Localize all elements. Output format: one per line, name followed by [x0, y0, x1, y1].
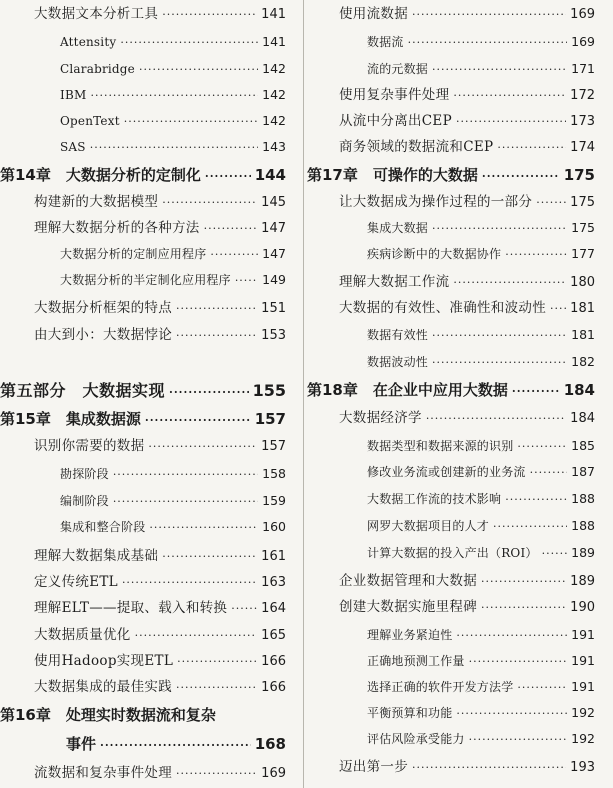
- toc-entry-title: 大数据质量优化: [34, 627, 131, 643]
- toc-entry-title: 迈出第一步: [339, 759, 408, 775]
- dot-leader: [176, 682, 257, 693]
- dot-leader: [235, 275, 258, 286]
- toc-entry-page-number: 165: [261, 628, 286, 643]
- toc-entry-title: 数据流: [367, 35, 404, 49]
- toc-entry[interactable]: [60, 141, 286, 154]
- toc-entry-page-number: 181: [571, 327, 595, 342]
- toc-entry-page-number: 151: [261, 301, 286, 316]
- toc-entry-page-number: 190: [570, 600, 595, 615]
- toc-entry-page-number: 184: [563, 381, 595, 399]
- dot-leader: [139, 64, 258, 75]
- toc-entry[interactable]: [34, 655, 286, 669]
- toc-entry[interactable]: [339, 412, 595, 426]
- toc-entry-page-number: 157: [261, 439, 286, 454]
- toc-entry-title: 第五部分 大数据实现: [0, 381, 166, 400]
- toc-entry-page-number: 192: [571, 731, 595, 746]
- toc-entry-title: 第18章 在企业中应用大数据: [307, 381, 508, 399]
- dot-leader: [469, 656, 568, 667]
- toc-entry-title: 大数据分析框架的特点: [34, 300, 172, 316]
- toc-entry[interactable]: [34, 550, 286, 564]
- dot-leader: [426, 413, 566, 424]
- toc-entry[interactable]: [34, 8, 286, 22]
- dot-leader: [124, 116, 258, 127]
- toc-entry-page-number: 147: [261, 221, 286, 236]
- toc-entry[interactable]: [34, 629, 286, 643]
- toc-entry[interactable]: [60, 248, 286, 261]
- toc-entry[interactable]: [60, 36, 286, 49]
- toc-entry-page-number: 192: [571, 705, 595, 720]
- toc-entry[interactable]: [34, 196, 286, 210]
- dot-leader: [530, 467, 568, 478]
- toc-entry-title: 第15章 集成数据源: [0, 410, 141, 428]
- toc-entry-page-number: 142: [262, 87, 286, 102]
- dot-leader: [210, 249, 258, 260]
- toc-entry[interactable]: [339, 302, 595, 316]
- dot-leader: [432, 223, 567, 234]
- toc-entry[interactable]: [339, 761, 595, 775]
- toc-entry-page-number: 166: [261, 654, 286, 669]
- dot-leader: [536, 197, 566, 208]
- toc-entry-page-number: 168: [254, 735, 286, 753]
- dot-leader: [550, 303, 566, 314]
- toc-entry-title: 企业数据管理和大数据: [339, 573, 477, 589]
- toc-entry[interactable]: [339, 601, 595, 615]
- dot-leader: [205, 171, 251, 182]
- dot-leader: [505, 249, 567, 260]
- toc-entry-page-number: 175: [571, 220, 595, 235]
- toc-entry-title: 使用Hadoop实现ETL: [34, 653, 174, 669]
- toc-entry-title: 大数据分析的半定制化应用程序: [60, 273, 231, 287]
- toc-entry[interactable]: [339, 115, 595, 129]
- toc-entry-page-number: 188: [571, 491, 595, 506]
- toc-entry[interactable]: [367, 547, 595, 560]
- toc-entry-title: OpenText: [60, 114, 120, 128]
- toc-entry-title: 大数据经济学: [339, 410, 422, 426]
- dot-leader: [432, 357, 567, 368]
- toc-entry-title: 数据类型和数据来源的识别: [367, 439, 514, 453]
- toc-entry-page-number: 191: [571, 627, 595, 642]
- column-divider: [303, 0, 304, 788]
- toc-entry-title: 大数据分析的定制应用程序: [60, 247, 207, 261]
- toc-entry[interactable]: [60, 468, 286, 481]
- dot-leader: [497, 142, 566, 153]
- toc-entry[interactable]: [34, 222, 286, 236]
- toc-entry[interactable]: [34, 576, 286, 590]
- dot-leader: [177, 656, 257, 667]
- dot-leader: [90, 90, 258, 101]
- toc-entry-page-number: 166: [261, 680, 286, 695]
- toc-entry-title: SAS: [60, 140, 86, 154]
- dot-leader: [176, 330, 257, 341]
- toc-entry[interactable]: [367, 655, 595, 668]
- dot-leader: [542, 548, 568, 559]
- toc-entry[interactable]: [34, 440, 286, 454]
- toc-entry-title: 正确地预测工作量: [367, 654, 465, 668]
- toc-entry-title: 使用流数据: [339, 6, 408, 22]
- toc-entry-page-number: 169: [261, 766, 286, 781]
- toc-entry-title: 流数据和复杂事件处理: [34, 765, 172, 781]
- toc-entry[interactable]: [339, 276, 595, 290]
- dot-leader: [90, 142, 258, 153]
- toc-entry-title: 计算大数据的投入产出（ROI）: [367, 546, 538, 560]
- toc-entry-title: 从流中分离出CEP: [339, 113, 452, 129]
- toc-entry-title: 大数据的有效性、准确性和波动性: [339, 300, 546, 316]
- dot-leader: [412, 9, 566, 20]
- toc-entry-page-number: 164: [261, 601, 286, 616]
- toc-entry-page-number: 141: [262, 34, 286, 49]
- dot-leader: [482, 171, 560, 182]
- toc-entry-title: 识别你需要的数据: [34, 438, 145, 454]
- toc-entry-page-number: 144: [254, 166, 286, 184]
- toc-entry[interactable]: [0, 708, 286, 723]
- toc-entry-page-number: 153: [261, 328, 286, 343]
- toc-entry[interactable]: [367, 466, 595, 479]
- dot-leader: [412, 762, 566, 773]
- toc-entry-page-number: 142: [262, 113, 286, 128]
- dot-leader: [432, 64, 567, 75]
- toc-entry[interactable]: [34, 329, 286, 343]
- toc-entry-title: 大数据工作流的技术影响: [367, 492, 502, 506]
- toc-entry[interactable]: [367, 520, 595, 533]
- toc-entry-title: 网罗大数据项目的人才: [367, 519, 490, 533]
- toc-entry-page-number: 161: [261, 549, 286, 564]
- toc-entry-page-number: 169: [571, 34, 595, 49]
- toc-entry[interactable]: [60, 89, 286, 102]
- dot-leader: [481, 602, 566, 613]
- toc-entry[interactable]: [60, 274, 286, 287]
- toc-entry-title: 理解ELT——提取、载入和转换: [34, 600, 228, 616]
- dot-leader: [113, 469, 258, 480]
- toc-entry-title: 平衡预算和功能: [367, 706, 453, 720]
- toc-entry[interactable]: [0, 383, 286, 399]
- toc-entry[interactable]: [34, 767, 286, 781]
- toc-entry-page-number: 177: [571, 246, 595, 261]
- toc-entry-title: 大数据文本分析工具: [34, 6, 159, 22]
- toc-entry-page-number: 147: [262, 246, 286, 261]
- toc-entry-title: 理解大数据集成基础: [34, 548, 159, 564]
- dot-leader: [408, 37, 568, 48]
- toc-entry-page-number: 160: [262, 519, 286, 534]
- toc-entry[interactable]: [60, 63, 286, 76]
- dot-leader: [469, 734, 568, 745]
- dot-leader: [113, 496, 258, 507]
- dot-leader: [145, 415, 251, 426]
- toc-entry-title: 理解业务紧迫性: [367, 628, 453, 642]
- toc-entry-page-number: 141: [261, 7, 286, 22]
- dot-leader: [231, 603, 257, 614]
- toc-entry[interactable]: [339, 575, 595, 589]
- dot-leader: [162, 197, 257, 208]
- toc-entry[interactable]: [367, 440, 595, 453]
- toc-entry-title: 勘探阶段: [60, 467, 109, 481]
- toc-entry[interactable]: [60, 521, 286, 534]
- toc-entry-page-number: 180: [570, 275, 595, 290]
- toc-entry-title: 疾病诊断中的大数据协作: [367, 247, 502, 261]
- toc-entry-page-number: 193: [570, 760, 595, 775]
- dot-leader: [517, 682, 567, 693]
- toc-entry-page-number: 189: [571, 545, 595, 560]
- toc-entry-page-number: 163: [261, 575, 286, 590]
- toc-entry-page-number: 172: [570, 88, 595, 103]
- dot-leader: [149, 522, 258, 533]
- dot-leader: [512, 386, 560, 397]
- toc-entry-title: 事件: [66, 735, 97, 753]
- toc-entry-page-number: 175: [570, 195, 595, 210]
- toc-entry[interactable]: [34, 681, 286, 695]
- toc-entry-page-number: 191: [571, 653, 595, 668]
- toc-entry[interactable]: [367, 629, 595, 642]
- toc-entry[interactable]: [34, 302, 286, 316]
- toc-entry[interactable]: [367, 707, 595, 720]
- dot-leader: [176, 768, 257, 779]
- dot-leader: [135, 630, 258, 641]
- toc-entry-title: 修改业务流或创建新的业务流: [367, 465, 526, 479]
- toc-entry-page-number: 184: [570, 411, 595, 426]
- toc-entry-title: 选择正确的软件开发方法学: [367, 680, 514, 694]
- toc-entry-page-number: 187: [571, 464, 595, 479]
- toc-entry[interactable]: [66, 737, 286, 752]
- toc-entry-title: 由大到小：大数据悖论: [34, 327, 172, 343]
- toc-entry[interactable]: [339, 196, 595, 210]
- toc-entry[interactable]: [367, 733, 595, 746]
- toc-entry-page-number: 171: [571, 61, 595, 76]
- toc-entry-title: 第16章 处理实时数据流和复杂: [0, 706, 216, 724]
- dot-leader: [456, 708, 567, 719]
- toc-entry[interactable]: [60, 115, 286, 128]
- toc-entry-page-number: 173: [570, 114, 595, 129]
- dot-leader: [122, 577, 257, 588]
- dot-leader: [169, 387, 249, 398]
- toc-entry-title: 第14章 大数据分析的定制化: [0, 166, 201, 184]
- toc-entry[interactable]: [34, 602, 286, 616]
- toc-entry[interactable]: [367, 356, 595, 369]
- toc-entry[interactable]: [367, 329, 595, 342]
- dot-leader: [453, 277, 566, 288]
- dot-leader: [456, 116, 566, 127]
- toc-entry-page-number: 145: [261, 195, 286, 210]
- toc-entry[interactable]: [307, 383, 595, 398]
- toc-entry[interactable]: [0, 412, 286, 427]
- toc-entry-page-number: 155: [252, 381, 286, 400]
- toc-entry-title: 大数据集成的最佳实践: [34, 679, 172, 695]
- dot-leader: [493, 521, 567, 532]
- toc-entry-title: 集成大数据: [367, 221, 429, 235]
- toc-entry-page-number: 169: [570, 7, 595, 22]
- toc-entry-title: 让大数据成为操作过程的一部分: [339, 194, 533, 210]
- toc-entry-title: 使用复杂事件处理: [339, 87, 450, 103]
- toc-entry[interactable]: [367, 222, 595, 235]
- dot-leader: [456, 630, 567, 641]
- toc-entry[interactable]: [367, 493, 595, 506]
- dot-leader: [432, 330, 567, 341]
- toc-entry-page-number: 189: [570, 574, 595, 589]
- toc-entry-title: 构建新的大数据模型: [34, 194, 159, 210]
- toc-entry-page-number: 175: [563, 166, 595, 184]
- toc-entry[interactable]: [307, 168, 595, 183]
- toc-entry[interactable]: [339, 8, 595, 22]
- toc-entry-title: 数据波动性: [367, 355, 429, 369]
- toc-entry[interactable]: [367, 36, 595, 49]
- toc-entry-page-number: 182: [571, 354, 595, 369]
- dot-leader: [453, 90, 566, 101]
- toc-entry-page-number: 191: [571, 679, 595, 694]
- dot-leader: [120, 37, 258, 48]
- toc-entry-page-number: 185: [571, 438, 595, 453]
- toc-entry-title: 商务领域的数据流和CEP: [339, 139, 494, 155]
- toc-entry[interactable]: [60, 495, 286, 508]
- dot-leader: [204, 223, 258, 234]
- toc-entry-title: 第17章 可操作的大数据: [307, 166, 478, 184]
- toc-entry-title: 创建大数据实施里程碑: [339, 599, 477, 615]
- toc-entry-title: 数据有效性: [367, 328, 429, 342]
- dot-leader: [176, 303, 257, 314]
- toc-entry[interactable]: [339, 141, 595, 155]
- toc-entry-title: Clarabridge: [60, 62, 135, 76]
- toc-entry-page-number: 149: [262, 272, 286, 287]
- toc-entry-title: 流的元数据: [367, 62, 429, 76]
- toc-entry-title: 评估风险承受能力: [367, 732, 465, 746]
- toc-entry-title: 理解大数据工作流: [339, 274, 450, 290]
- dot-leader: [162, 551, 257, 562]
- toc-entry-page-number: 142: [262, 61, 286, 76]
- toc-entry-page-number: 157: [254, 410, 286, 428]
- dot-leader: [162, 9, 257, 20]
- toc-entry-page-number: 181: [570, 301, 595, 316]
- toc-entry-page-number: 174: [570, 140, 595, 155]
- dot-leader: [481, 576, 566, 587]
- toc-entry[interactable]: [339, 89, 595, 103]
- toc-entry-page-number: 143: [262, 139, 286, 154]
- toc-entry-page-number: 188: [571, 518, 595, 533]
- toc-entry-title: 编制阶段: [60, 494, 109, 508]
- toc-entry[interactable]: [0, 168, 286, 183]
- toc-entry-title: 集成和整合阶段: [60, 520, 146, 534]
- toc-entry-title: 定义传统ETL: [34, 574, 118, 590]
- toc-entry-page-number: 158: [262, 466, 286, 481]
- toc-entry-title: 理解大数据分析的各种方法: [34, 220, 200, 236]
- dot-leader: [100, 740, 251, 751]
- toc-entry-title: Attensity: [60, 35, 117, 49]
- toc-entry[interactable]: [367, 63, 595, 76]
- dot-leader: [517, 441, 567, 452]
- dot-leader: [505, 494, 567, 505]
- dot-leader: [148, 441, 257, 452]
- toc-entry[interactable]: [367, 248, 595, 261]
- toc-entry-page-number: 159: [262, 493, 286, 508]
- toc-entry[interactable]: [367, 681, 595, 694]
- toc-entry-title: IBM: [60, 88, 87, 102]
